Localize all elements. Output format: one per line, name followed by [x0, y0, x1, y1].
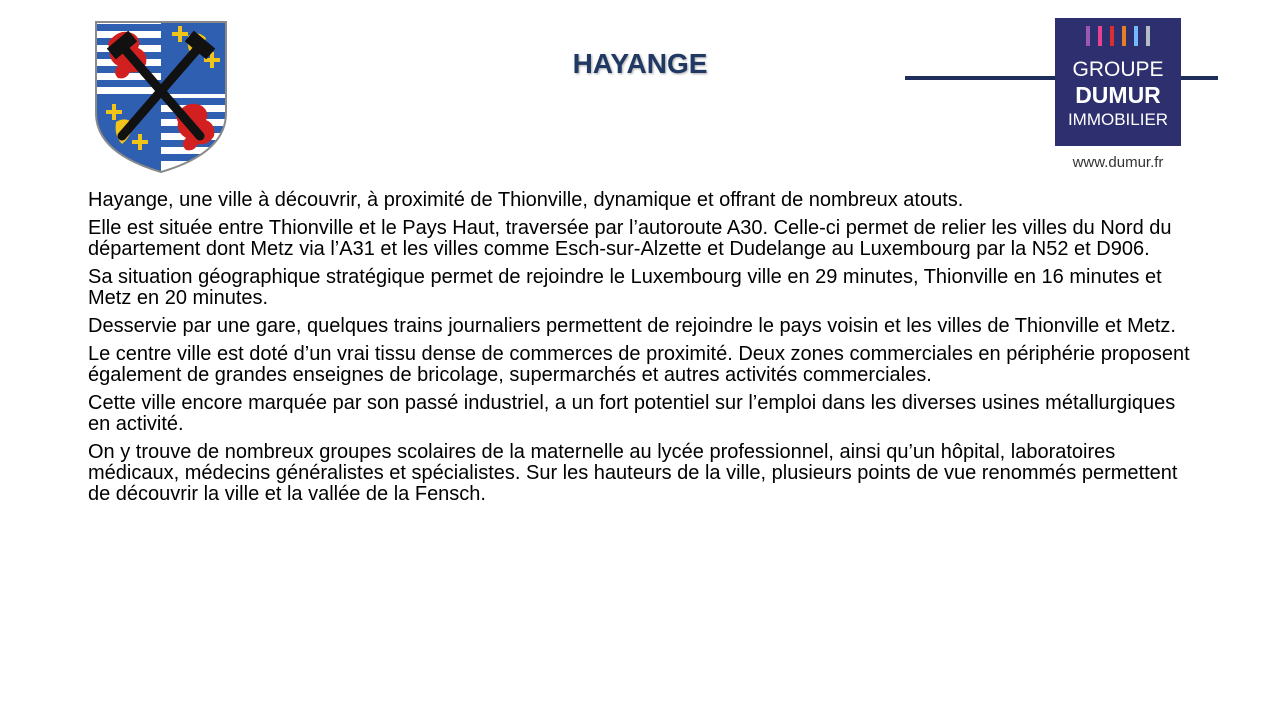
header-rule-left — [905, 76, 1055, 80]
logo-bar — [1134, 26, 1138, 46]
page-title: HAYANGE — [572, 48, 708, 79]
paragraph: Hayange, une ville à découvrir, à proximité de Thionville, dynamique et offrant de nombreux atouts. — [88, 189, 964, 211]
paragraph: Elle est située entre Thionville et le Pays Haut, traversée par l’autoroute A30. Celle-ci permet de relier les villes du Nord du département dont Metz via l’A31 et les villes comme Esch-sur-Alzette et Dudelange au Luxembourg par la N52 et D906. — [88, 217, 1172, 260]
paragraph: Desservie par une gare, quelques trains journaliers permettent de rejoindre le pays voisin et les villes de Thionville et Metz. — [88, 315, 1176, 337]
description-body — [88, 190, 1198, 512]
paragraph: Sa situation géographique stratégique permet de rejoindre le Luxembourg ville en 29 minutes, Thionville en 16 minutes et Metz en 20 minutes. — [88, 266, 1162, 309]
coat-of-arms-icon — [92, 18, 230, 174]
paragraph: Le centre ville est doté d’un vrai tissu dense de commerces de proximité. Deux zones commerciales en périphérie proposent également de grandes enseignes de bricolage, supermarchés et autres activités commerciales. — [88, 343, 1190, 386]
logo-bar — [1122, 26, 1126, 46]
logo-bar — [1110, 26, 1114, 46]
logo-line-dumur: DUMUR — [1075, 82, 1161, 108]
paragraph: On y trouve de nombreux groupes scolaires de la maternelle au lycée professionnel, ainsi qu’un hôpital, laboratoires médicaux, médecins généralistes et spécialistes. Sur les hauteurs de la ville, plusieurs points de vue renommés permettent de découvrir la ville et la vallée de la Fensch. — [88, 441, 1178, 505]
logo-line-immobilier: IMMOBILIER — [1067, 110, 1169, 129]
paragraph: Cette ville encore marquée par son passé industriel, a un fort potentiel sur l’emploi dans les diverses usines métallurgiques en activité. — [88, 392, 1176, 435]
groupe-dumur-logo — [1055, 18, 1181, 146]
logo-bar — [1086, 26, 1090, 46]
website-link[interactable]: www.dumur.fr — [1072, 154, 1164, 171]
logo-bar — [1098, 26, 1102, 46]
logo-bar — [1146, 26, 1150, 46]
header-rule-right — [1181, 76, 1218, 80]
logo-color-bars — [1055, 26, 1181, 48]
logo-line-groupe: GROUPE — [1072, 58, 1164, 81]
